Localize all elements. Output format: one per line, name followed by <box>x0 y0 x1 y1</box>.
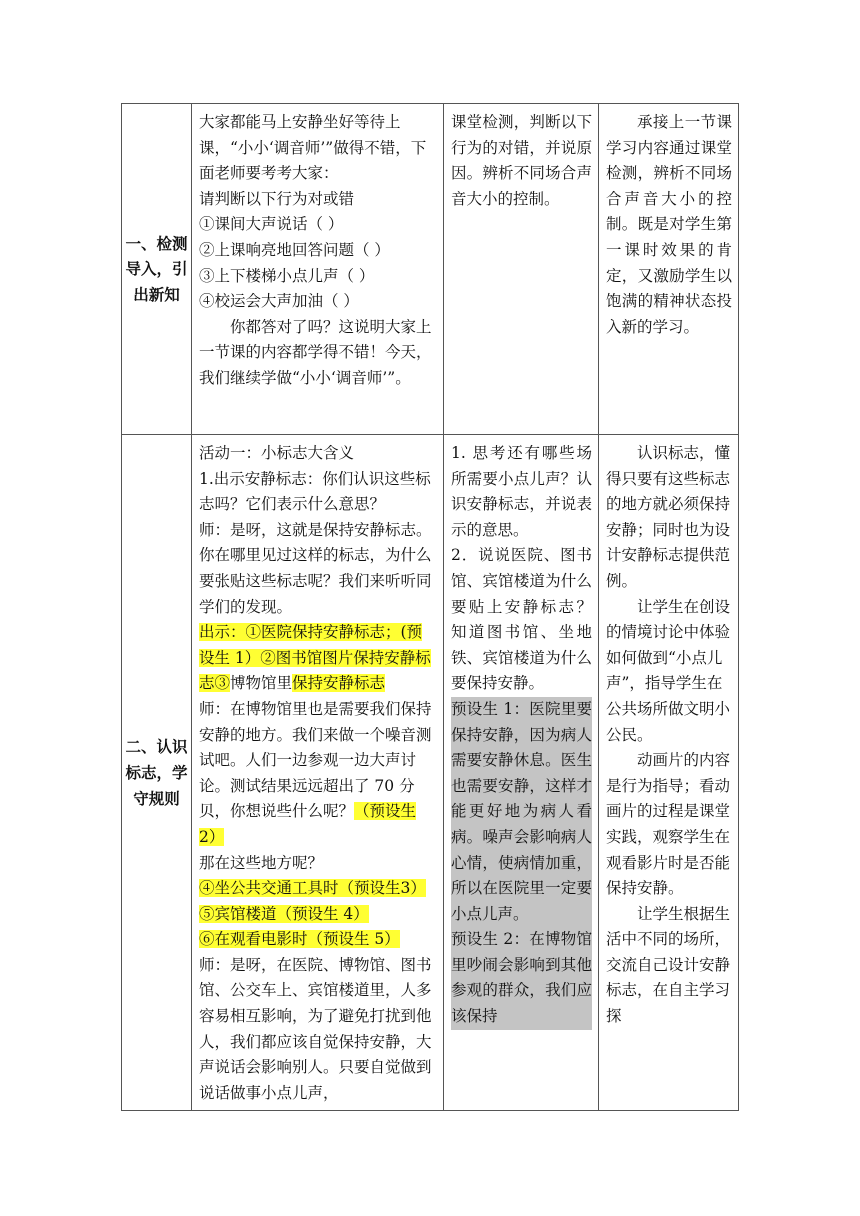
quiz-item: ③上下楼梯小点儿声（ ） <box>199 266 375 285</box>
text-line: 师：是呀，在医院、博物馆、图书馆、公交车上、宾馆楼道里，人多容易相互影响，为了避免打扰到他人，我们都应该自觉保持安静，大声说话会影响别人。只要自觉做到说话做事小点儿声， <box>199 955 432 1102</box>
highlighted-text: ⑥在观看电影时（预设生 5） <box>199 930 400 949</box>
text-line: 师：在博物馆里也是需要我们保持安静的地方。我们来做一个噪音测试吧。人们一边参观一边大声讨论。测试结果远远超出了 70 分贝，你想说些什么呢？ <box>199 699 432 821</box>
text-line: 大家都能马上安静坐好等待上课，“小小‘调音师’”做得不错，下面老师要考考大家： <box>199 113 427 183</box>
text-line: 课堂检测，判断以下行为的对错，并说原因。辨析不同场合声音大小的控制。 <box>451 113 592 208</box>
stage-cell <box>122 104 192 435</box>
lesson-plan-table <box>121 103 739 1111</box>
teacher-activity-cell <box>192 104 444 435</box>
text-line: 2．说说医院、图书馆、宾馆楼道为什么要贴上安静标志？ 知道图书馆、坐地铁、宾馆楼道为什么要保持安静。 <box>451 546 592 693</box>
shaded-text: 预设生 1：医院里要保持安静，因为病人需要安静休息。医生也需要安静，这样才能更好地为病人看病。噪声会影响病人心情，使病情加重，所以在医院里一定要小点儿声。 <box>451 697 592 927</box>
teacher-activity-cell <box>192 435 444 1111</box>
student-activity-cell <box>444 104 599 435</box>
stage-cell <box>122 435 192 1111</box>
design-intent-cell <box>599 435 739 1111</box>
text-line: 1. 思考还有哪些场所需要小点儿声？认识安静标志，并说表示的意思。 <box>451 444 592 539</box>
table-row <box>122 104 739 435</box>
text-line: 那在这些地方呢？ <box>199 853 324 872</box>
highlighted-text: ④坐公共交通工具时（预设生3） <box>199 879 426 898</box>
table-row <box>122 435 739 1111</box>
text-line: 请判断以下行为对或错 <box>199 189 355 208</box>
quiz-item: ④校运会大声加油（ ） <box>199 292 359 311</box>
activity-title: 活动一：小标志大含义 <box>199 444 355 462</box>
highlighted-text: ⑤宾馆楼道（预设生 4） <box>199 904 369 923</box>
design-intent-cell <box>599 104 739 435</box>
text-line: 让学生根据生活中不同的场所，交流自己设计安静标志，在自主学习探 <box>606 904 731 1026</box>
text-line: 承接上一节课学习内容通过课堂检测，辨析不同场合声音大小的控制。既是对学生第一课时效果的肯定，又激励学生以饱满的精神状态投入新的学习。 <box>606 113 732 336</box>
highlighted-text: 保持安静标志 <box>292 674 386 693</box>
text-line: 师：是呀，这就是保持安静标志。你在哪里见过这样的标志，为什么要张贴这些标志呢？我们来听听同学们的发现。 <box>199 520 432 616</box>
highlighted-text: （预设生 2） <box>199 802 417 846</box>
text-line: 1.出示安静标志：你们认识这些标志吗？它们表示什么意思？ <box>199 469 431 514</box>
highlighted-text: 出示：①医院保持安静标志；(预设生 1）②图书馆图片保持安静标志③ <box>199 623 431 693</box>
stage-label: 一、检测导入，引出新知 <box>125 233 188 304</box>
quiz-item: ②上课响亮地回答问题（ ） <box>199 240 390 259</box>
shaded-text: 预设生 2：在博物馆里吵闹会影响到其他参观的群众，我们应该保持 <box>451 927 592 1029</box>
text-line: 认识标志，懂得只要有这些标志的地方就必须保持安静；同时也为设计安静标志提供范例。 <box>606 444 731 590</box>
text-line: 动画片的内容是行为指导；看动画片的过程是课堂实践，观察学生在观看影片时是否能保持安静。 <box>606 751 731 898</box>
quiz-item: ①课间大声说话（ ） <box>199 215 344 234</box>
text-line: 你都答对了吗？这说明大家上一节课的内容都学得不错！今天，我们继续学做“小小‘调音师’”。 <box>199 317 432 387</box>
text-line: 博物馆里 <box>230 674 293 693</box>
student-activity-cell <box>444 435 599 1111</box>
text-line: 让学生在创设的情境讨论中体验如何做到“小点儿声”，指导学生在公共场所做文明小公民。 <box>606 597 731 744</box>
stage-label: 二、认识标志，学守规则 <box>125 737 188 808</box>
